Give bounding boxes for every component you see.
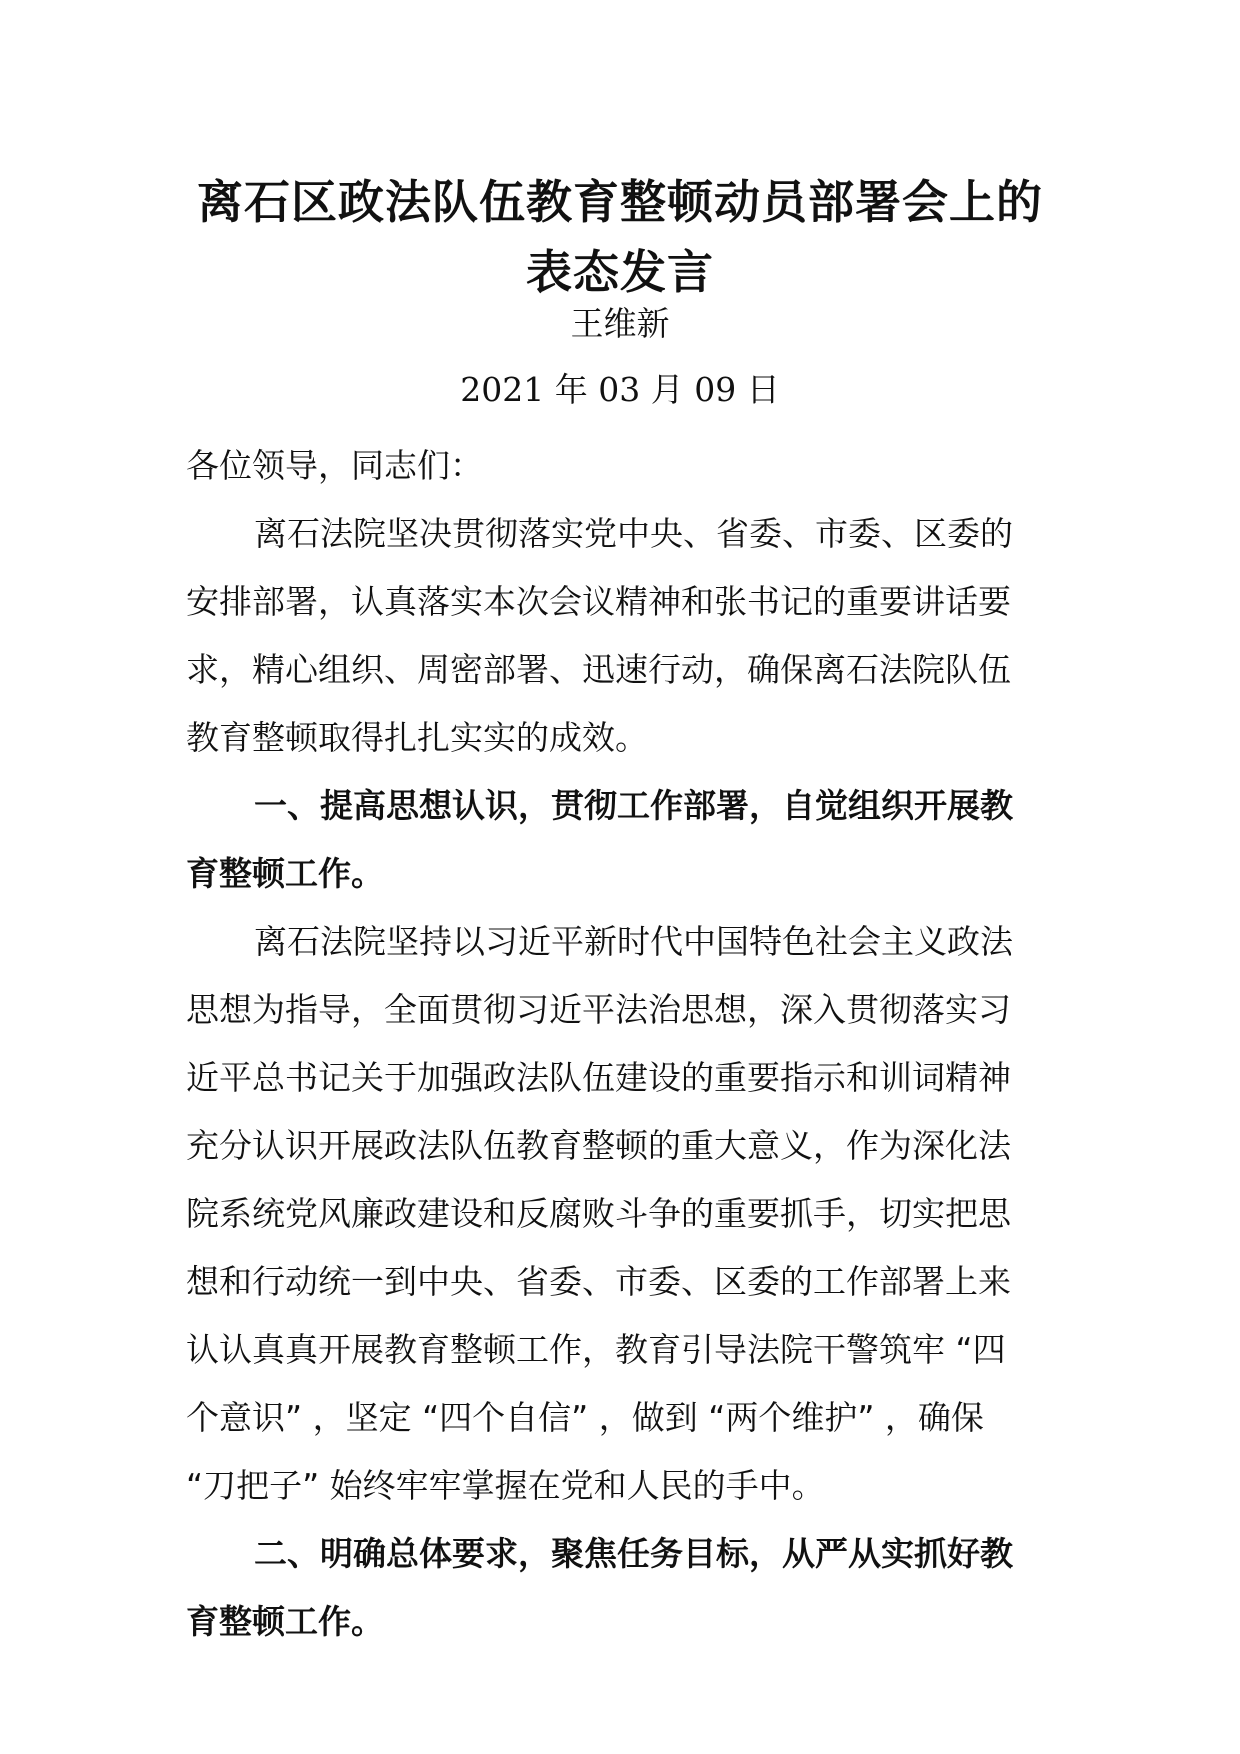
paragraph-line: 求，精心组织、周密部署、迅速行动，确保离石法院队伍 — [186, 650, 1011, 689]
paragraph-line: 思想为指导，全面贯彻习近平法治思想，深入贯彻落实习 — [186, 990, 1011, 1029]
paragraph-line: 认认真真开展教育整顿工作，教育引导法院干警筑牢 “四 — [186, 1330, 1006, 1369]
paragraph-line: 院系统党风廉政建设和反腐败斗争的重要抓手，切实把思 — [186, 1194, 1011, 1233]
paragraph-2 — [186, 908, 1061, 1520]
document-body — [186, 432, 1061, 1656]
document-title-line-2: 表态发言 — [526, 245, 714, 299]
heading-line: 育整顿工作。 — [186, 854, 384, 893]
paragraph-line: “刀把子” 始终牢牢掌握在党和人民的手中。 — [186, 1466, 825, 1505]
paragraph-line: 离石法院坚决贯彻落实党中央、省委、市委、区委的 — [254, 514, 1013, 553]
section-heading-2 — [186, 1520, 1061, 1656]
heading-line: 一、提高思想认识，贯彻工作部署，自觉组织开展教 — [254, 786, 1013, 825]
paragraph-1 — [186, 500, 1061, 772]
heading-line: 育整顿工作。 — [186, 1602, 384, 1641]
paragraph-line: 近平总书记关于加强政法队伍建设的重要指示和训词精神 — [186, 1058, 1011, 1097]
paragraph-line: 离石法院坚持以习近平新时代中国特色社会主义政法 — [254, 922, 1013, 961]
paragraph-line: 想和行动统一到中央、省委、市委、区委的工作部署上来 — [186, 1262, 1011, 1301]
heading-line: 二、明确总体要求，聚焦任务目标，从严从实抓好教 — [254, 1534, 1013, 1573]
document-title-line-1: 离石区政法队伍教育整顿动员部署会上的 — [197, 175, 1043, 229]
section-heading-1 — [186, 772, 1061, 908]
paragraph-line: 教育整顿取得扎扎实实的成效。 — [186, 718, 648, 757]
paragraph-line: 充分认识开展政法队伍教育整顿的重大意义，作为深化法 — [186, 1126, 1011, 1165]
document-date: 2021 年 03 月 09 日 — [460, 370, 780, 409]
paragraph-line: 个意识” ，坚定 “四个自信” ，做到 “两个维护” ，确保 — [186, 1398, 984, 1437]
author-name: 王维新 — [570, 304, 670, 343]
paragraph-line: 安排部署，认真落实本次会议精神和张书记的重要讲话要 — [186, 582, 1011, 621]
greeting: 各位领导，同志们： — [186, 446, 483, 485]
